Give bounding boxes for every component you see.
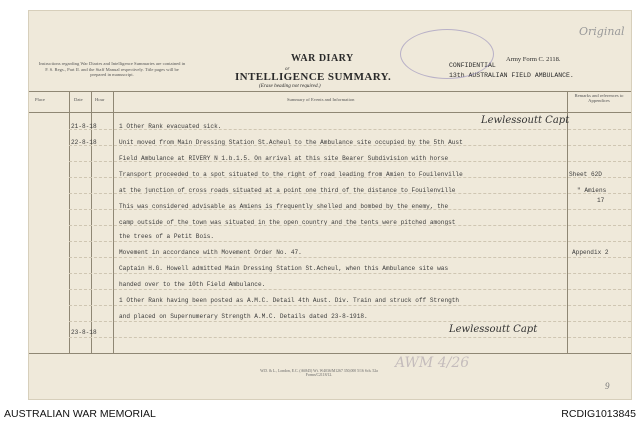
army-form-number: Army Form C. 2118. <box>506 56 561 63</box>
entry-text: camp outside of the town was situated in the open country and the tents were pitched amongst <box>119 219 456 226</box>
entry-text: Captain H.G. Howell admitted Main Dressing Station St.Acheul, when this Ambulance site was <box>119 265 449 272</box>
entry-text: Field Ambulance at RIVERY N 1.b.1.5. On arrival at this site Bearer Subdivision with horse <box>119 155 449 162</box>
column-header-summary: Summary of Events and Information <box>287 97 355 102</box>
entry-date: 22-8-18 <box>71 139 97 146</box>
confidential-label: CONFIDENTIAL <box>449 62 496 69</box>
entry-text: handed over to the 10th Field Ambulance. <box>119 281 266 288</box>
row-rule <box>69 273 631 274</box>
table-bottom-rule <box>29 353 631 354</box>
row-rule <box>69 289 631 290</box>
entry-text: Unit moved from Main Dressing Station St.Acheul to the Ambulance site occupied by the 5th Aust <box>119 139 463 146</box>
entry-text: This was considered advisable as Amiens is frequently shelled and bombed by the enemy, the <box>119 203 449 210</box>
row-rule <box>69 321 631 322</box>
col-divider-date <box>91 91 92 353</box>
printer-imprint: W.D. & L., London, E.C. (A6845) Wt. W4036/M1267 350,000 5/16 Sch. 52a Forms/C2118/12. <box>260 369 378 377</box>
instructions-text: Instructions regarding War Diaries and Intelligence Summaries are contained in F. S. Regs., Part II. and the Staff Manual respectively. Title pages will be prepared in manuscript. <box>38 61 186 78</box>
row-rule <box>69 257 631 258</box>
row-rule <box>69 177 631 178</box>
column-header-place: Place <box>35 97 45 102</box>
row-rule <box>69 225 631 226</box>
or-text: or <box>285 67 290 72</box>
col-divider-summary <box>567 91 568 353</box>
header-rule-bottom <box>29 112 631 113</box>
diary-page <box>28 10 632 400</box>
column-header-hour: Hour <box>95 97 105 102</box>
signature-1: Lewlessoutt Capt <box>481 115 570 126</box>
entry-remark: 17 <box>597 197 605 204</box>
col-divider-place <box>69 91 70 353</box>
entry-remark: Appendix 2 <box>572 249 609 256</box>
corner-mark: 9 <box>605 381 610 391</box>
ink-stamp <box>400 29 494 79</box>
war-diary-title: WAR DIARY <box>291 53 354 64</box>
entry-text: Movement in accordance with Movement Order No. 47. <box>119 249 302 256</box>
unit-name: 13th AUSTRALIAN FIELD AMBULANCE. <box>449 72 574 79</box>
entry-text: 1 Other Rank having been posted as A.M.C. Detail 4th Aust. Div. Train and struck off Strength <box>119 297 460 304</box>
entry-text: the trees of a Petit Bois. <box>119 233 215 240</box>
erase-heading-note: (Erase heading not required.) <box>259 83 321 89</box>
col-divider-hour <box>113 91 114 353</box>
entry-text: at the junction of cross roads situated at a point one third of the distance to Fouilenville <box>119 187 456 194</box>
intelligence-summary-title: INTELLIGENCE SUMMARY. <box>235 71 392 83</box>
row-rule <box>69 337 631 338</box>
header-rule-top <box>29 91 631 92</box>
entry-date: 21-8-18 <box>71 123 97 130</box>
row-rule <box>69 305 631 306</box>
row-rule <box>69 209 631 210</box>
row-rule <box>69 161 631 162</box>
entry-text: 1 Other Rank evacuated sick. <box>119 123 222 130</box>
pencil-annotation: AWM 4/26 <box>395 355 470 371</box>
row-rule <box>69 241 631 242</box>
record-id: RCDIG1013845 <box>561 408 636 420</box>
original-handwritten: Original <box>579 25 625 38</box>
archive-name: AUSTRALIAN WAR MEMORIAL <box>4 408 156 420</box>
entry-remark: Sheet 62D <box>569 171 602 178</box>
row-rule <box>69 193 631 194</box>
column-header-remarks: Remarks and references to Appendices <box>574 93 624 104</box>
row-rule <box>69 145 631 146</box>
entry-date: 23-8-18 <box>71 329 97 336</box>
entry-text: and placed on Supernumerary Strength A.M.C. Details dated 23-8-1918. <box>119 313 368 320</box>
entry-remark: " Amiens <box>577 187 607 194</box>
signature-2: Lewlessoutt Capt <box>449 324 538 335</box>
entry-text: Transport proceeded to a spot situated to the right of road leading from Amien to Fouilenville <box>119 171 463 178</box>
column-header-date: Date <box>74 97 83 102</box>
